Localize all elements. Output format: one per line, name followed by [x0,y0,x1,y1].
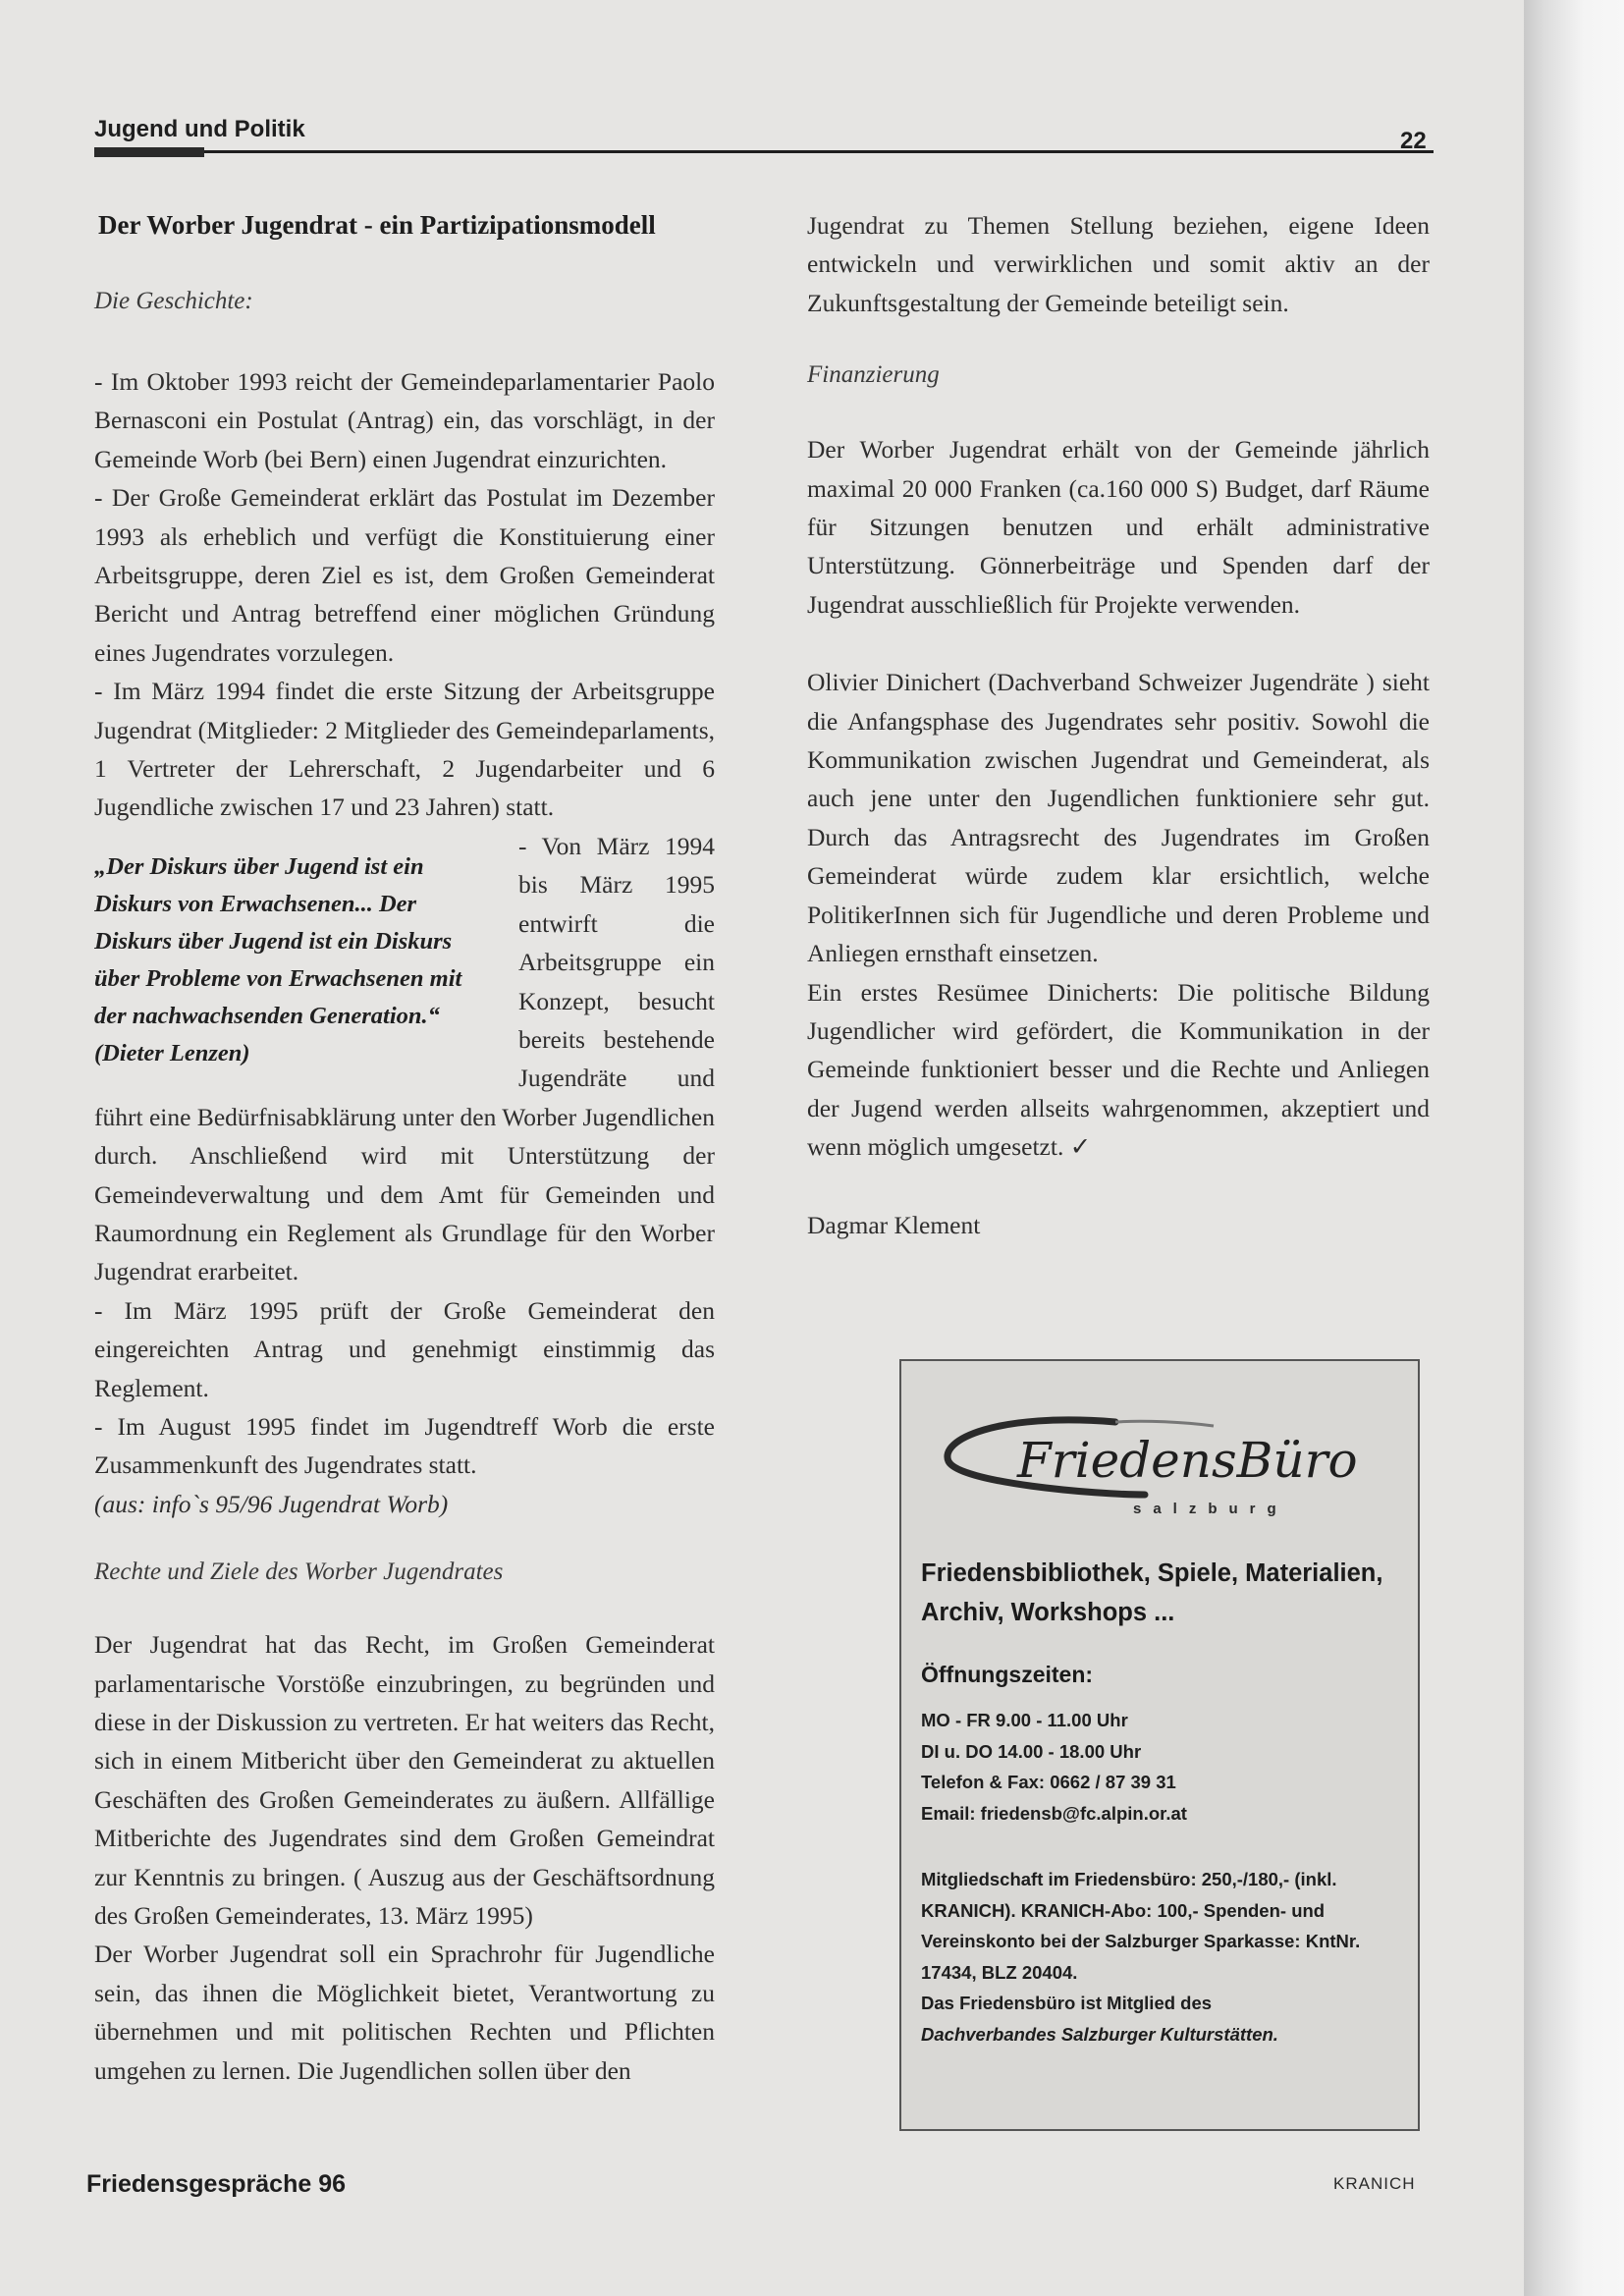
logo-subtitle: salzburg [1133,1501,1288,1517]
author-name: Dagmar Klement [807,1210,981,1239]
email-address: Email: friedensb@fc.alpin.or.at [921,1802,1187,1824]
opinion-paragraph: Olivier Dinichert (Dachverband Schweizer Jugendräte ) sieht die Anfangsphase des Jugendrates sehr positiv. Sowohl die Kommunikation zwischen Jugendrat und Gemeinderat, als auch jene unter den Jugendlichen funktioniere sehr gut. Durch das Antragsrecht des Jugendrates im Großen Gemeinderat würde zudem klar ersichtlich, welche PolitikerInnen sich für Jugendliche und deren Probleme und Anliegen ernsthaft einsetzen. [807,668,1430,968]
finance-heading: Finanzierung [807,361,940,389]
ad-tagline: Friedensbibliothek, Spiele, Materialien, Archiv, Workshops ... [921,1559,1383,1626]
member-of-org: Dachverbandes Salzburger Kulturstätten. [921,2023,1278,2045]
history-paragraph-6: - Im August 1995 findet im Jugendtreff Worb die erste Zusammenkunft des Jugendrates statt. [94,1411,715,1480]
rights-paragraph-2-continued: Jugendrat zu Themen Stellung beziehen, eigene Ideen entwickeln und verwirklichen und somit aktiv an der Zukunftsgestaltung der Gemeinde beteiligt sein. [807,211,1430,317]
friedensbuero-ad [899,1359,1420,2131]
section-title: Jugend und Politik [94,116,305,142]
right-column [807,206,1430,1244]
resume-text: Ein erstes Resümee Dinicherts: Die politische Bildung Jugendlicher wird gefördert, die Kommunikation in der Gemeinde funktioniert besser und die Rechte und Anliegen der Jugend werden allseits wahrgenommen, akzeptiert und wenn möglich umgesetzt. [807,977,1430,1162]
page-edge-shadow [1524,0,1624,2296]
header-tab-marker [94,147,204,157]
membership-info [921,1864,1412,2050]
history-paragraph-3: - Im März 1994 findet die erste Sitzung der Arbeitsgruppe Jugendrat (Mitglieder: 2 Mitglieder des Gemeindeparlaments, 1 Vertreter der Lehrerschaft, 2 Jugendarbeiter und 6 Jugendliche zwischen 17 und 23 Jahren) statt. [94,677,715,822]
finance-paragraph: Der Worber Jugendrat erhält von der Gemeinde jährlich maximal 20 000 Franken (ca.160 000 S) Budget, darf Räume für Sitzungen benutzen und erhält administrative Unterstützung. Gönnerbeiträge und Spenden darf der Jugendrat ausschließlich für Projekte verwenden. [807,435,1430,619]
member-of-prefix: Das Friedensbüro ist Mitglied des [921,1993,1213,2013]
history-paragraph-5: - Im März 1995 prüft der Große Gemeinderat den eingereichten Antrag und genehmigt einstimmig das Reglement. [94,1295,715,1402]
pull-quote: „Der Diskurs über Jugend ist ein Diskurs von Erwachsenen... Der Diskurs über Jugend ist ein Diskurs über Probleme von Erwachsenen mit der nachwachsenden Generation.“ (Dieter Lenzen) [94,852,462,1066]
history-paragraph-2: - Der Große Gemeinderat erklärt das Postulat im Dezember 1993 als erheblich und verfügt die Konstituierung einer Arbeitsgruppe, deren Ziel es ist, dem Großen Gemeinderat Bericht und Antrag betreffend einer möglichen Gründung eines Jugendrates vorzulegen. [94,483,715,667]
rights-heading: Rechte und Ziele des Worber Jugendrates [94,1558,504,1586]
history-source: (aus: info`s 95/96 Jugendrat Worb) [94,1489,449,1518]
history-paragraph-1: - Im Oktober 1993 reicht der Gemeindeparlamentarier Paolo Bernasconi ein Postulat (Antrag) ein, das vorschlägt, in der Gemeinde Worb (bei Bern) einen Jugendrat einzurichten. [94,367,715,473]
opening-hours-title: Öffnungszeiten: [921,1662,1094,1687]
hours-weekdays: MO - FR 9.00 - 11.00 Uhr [921,1710,1128,1730]
left-column [94,206,715,2090]
article-title: Der Worber Jugendrat - ein Partizipationsmodell [98,210,656,240]
header-rule [94,150,1434,153]
hours-tue-thu: DI u. DO 14.00 - 18.00 Uhr [921,1740,1142,1762]
check-mark-icon: ✓ [1069,1132,1092,1162]
logo-text: FriedensBüro [1017,1432,1358,1489]
membership-text: Mitgliedschaft im Friedensbüro: 250,-/180,- (inkl. KRANICH). KRANICH-Abo: 100,- Spenden- und Vereinskonto bei der Salzburger Sparkasse: KntNr. 17434, BLZ 20404. [921,1869,1361,1983]
resume-paragraph [807,973,1430,1167]
rights-paragraph-2: Der Worber Jugendrat soll ein Sprachrohr für Jugendliche sein, das ihnen die Möglichkeit bietet, Verantwortung zu übernehmen und mit politischen Rechten und Pflichten umgehen zu lernen. Die Jugendlichen sollen über den [94,1940,715,2085]
rights-paragraph-1: Der Jugendrat hat das Recht, im Großen Gemeinderat parlamentarische Vorstöße einzubringen, zu begründen und diese in der Diskussion zu vertreten. Er hat weiters das Recht, sich in einem Mitbericht über den Gemeinderat zu aktuellen Geschäften des Großen Gemeinderates zu äußern. Allfällige Mitberichte des Jugendrates sind dem Großen Gemeindrat zur Kenntnis zu bringen. ( Auszug aus der Geschäftsordnung des Großen Gemeinderates, 13. März 1995) [94,1630,715,1931]
page-number: 22 [1400,128,1427,154]
quote-wrap [94,827,715,1291]
phone-fax: Telefon & Fax: 0662 / 87 39 31 [921,1772,1176,1792]
contact-lines [921,1705,1187,1829]
kranich-logo: KRANICH [1333,2174,1416,2193]
history-heading: Die Geschichte: [94,288,253,314]
history-paragraph-4: - Von März 1994 bis März 1995 entwirft die Arbeitsgruppe ein Konzept, besucht bereits bestehende Jugendräte und führt eine Bedürfnisabklärung unter den Worber Jugendlichen durch. Anschließend wird mit Unterstützung der Gemeindeverwaltung und dem Amt für Gemeinden und Raumordnung ein Reglement als Grundlage für den Worber Jugendrat erarbeitet. [94,831,715,1286]
publication-footer: Friedensgespräche 96 [86,2170,347,2198]
